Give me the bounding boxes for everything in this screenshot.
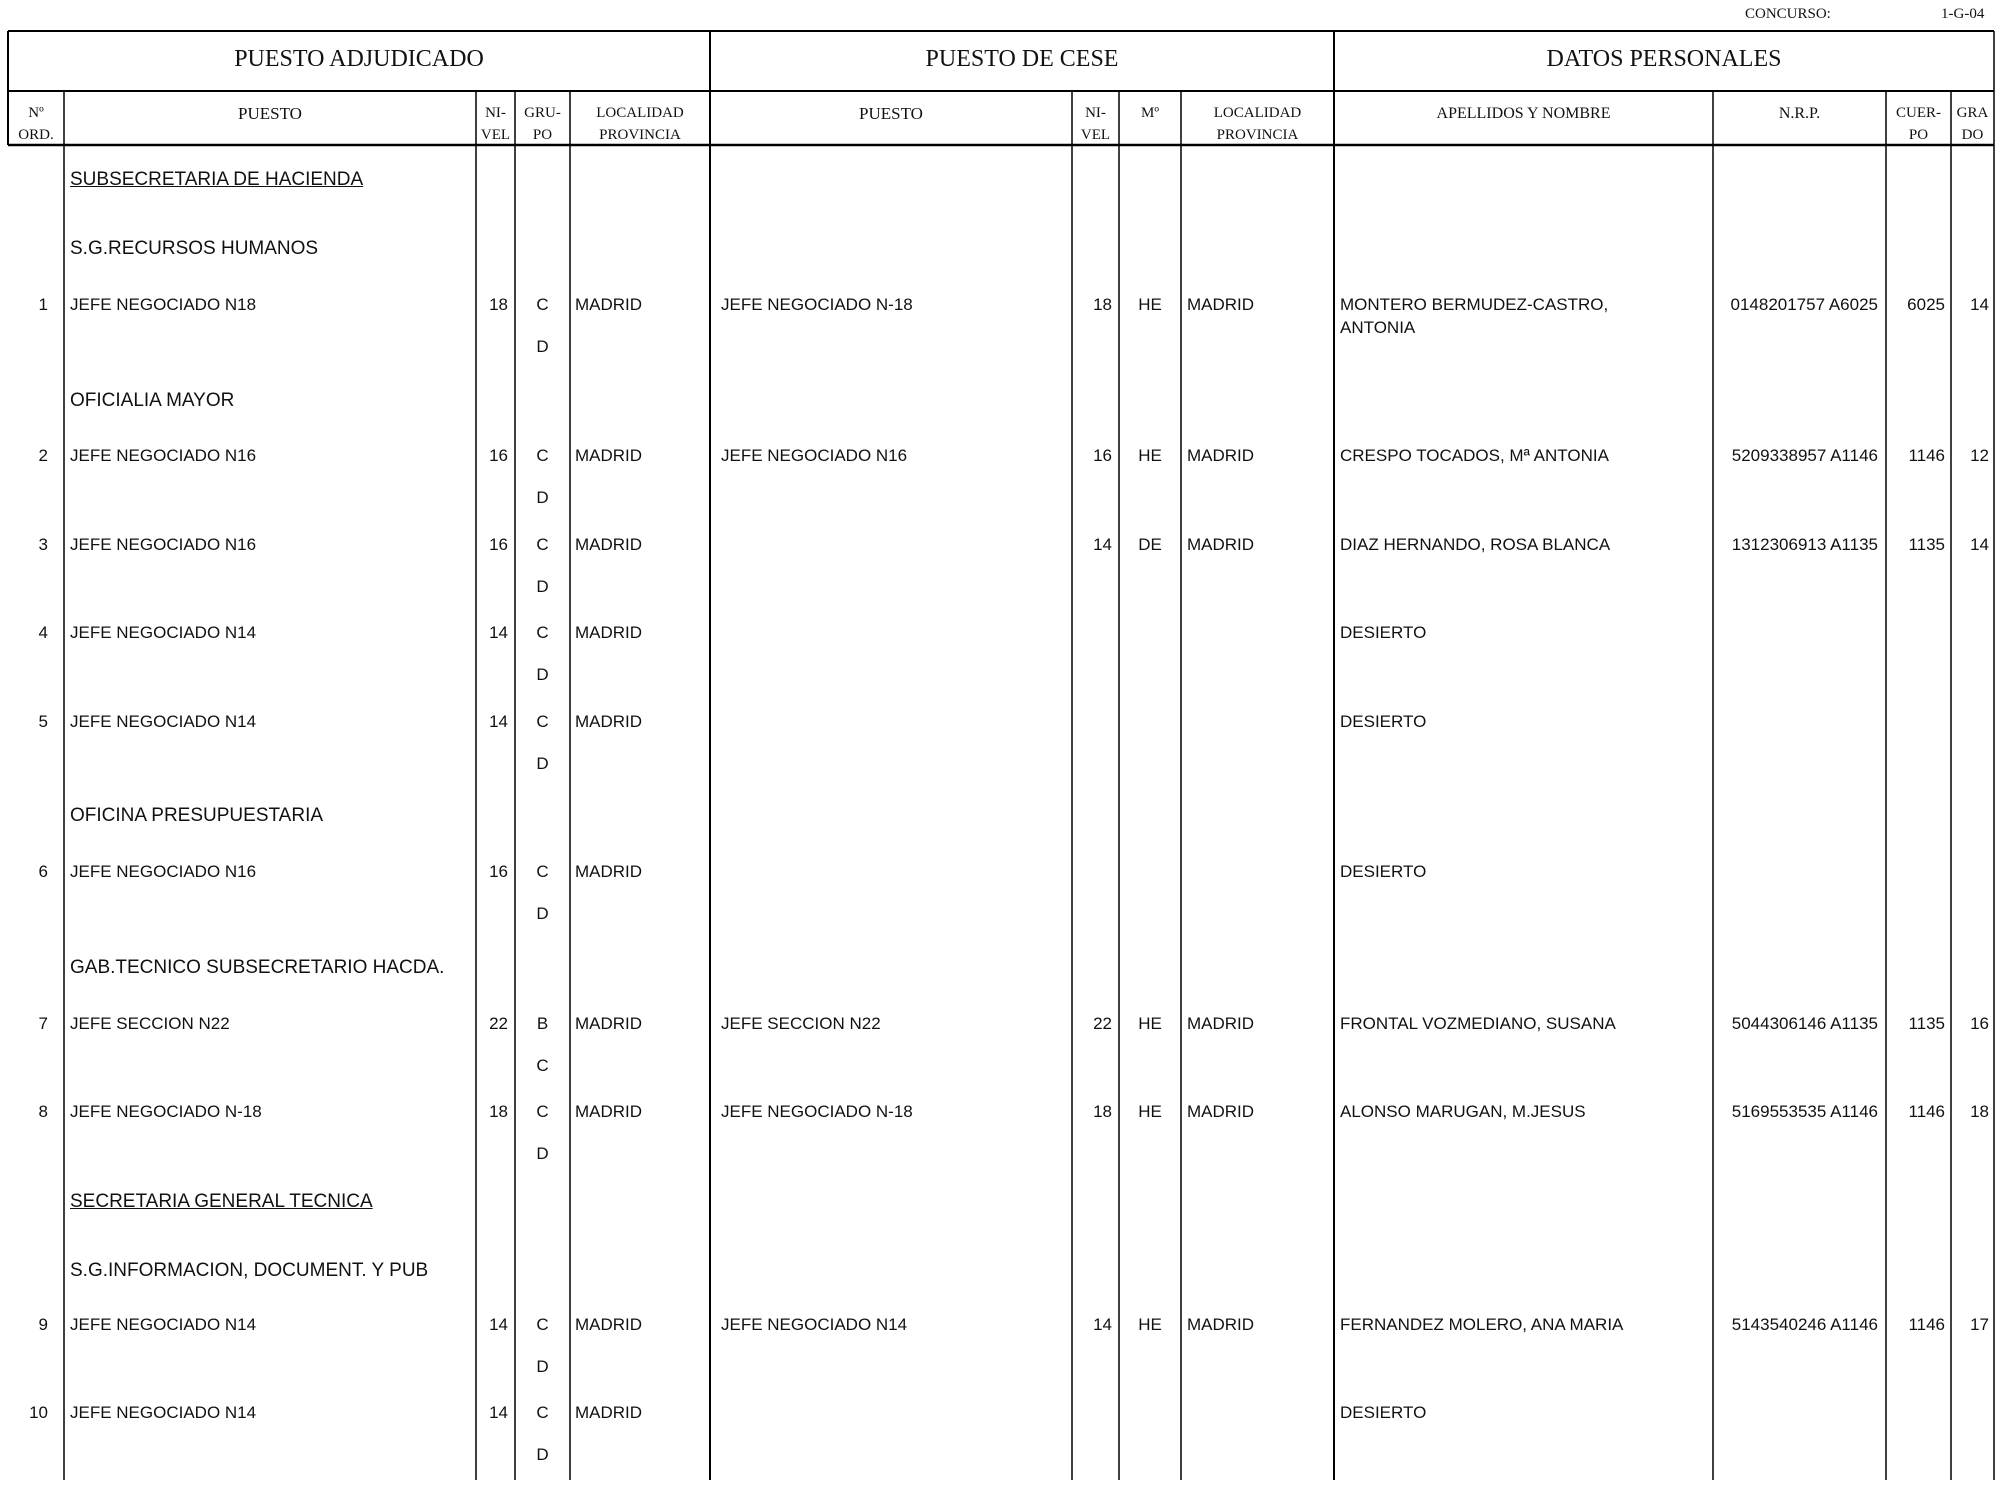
cell-nombre-cont: ANTONIA [1340, 318, 1416, 337]
cell-nrp: 5143540246 A1146 [1731, 1315, 1878, 1334]
cell-cuerpo: 1146 [1908, 1102, 1945, 1121]
cell-localidad: MADRID [575, 1014, 643, 1033]
col-header-cese-nivel: NI- VEL [1080, 105, 1111, 143]
section-label: OFICINA PRESUPUESTARIA [70, 805, 324, 826]
cell-puesto: JEFE NEGOCIADO N14 [70, 712, 257, 731]
cell-nivel: 22 [489, 1014, 508, 1033]
cell-grupo-alt: D [536, 1357, 549, 1376]
cell-grupo: C [536, 1403, 549, 1422]
cell-localidad: MADRID [575, 1403, 643, 1422]
cell-ord: 7 [38, 1014, 48, 1033]
cell-grupo: C [536, 535, 549, 554]
cell-cese-puesto: JEFE NEGOCIADO N-18 [721, 1102, 913, 1121]
cell-cese-puesto: JEFE SECCION N22 [721, 1014, 881, 1033]
cell-puesto: JEFE SECCION N22 [70, 1014, 230, 1033]
cell-grupo-alt: D [536, 665, 549, 684]
cell-cese-nivel: 18 [1093, 1102, 1112, 1121]
cell-nivel: 16 [489, 862, 508, 881]
cell-nrp: 0148201757 A6025 [1730, 295, 1878, 314]
cell-cese-localidad: MADRID [1187, 1102, 1255, 1121]
col-header-ministerio: Mº [1141, 105, 1159, 121]
cell-cese-nivel: 14 [1093, 1315, 1112, 1334]
cell-nombre: DESIERTO [1340, 862, 1427, 881]
cell-grupo-alt: D [536, 488, 549, 507]
cell-cese-puesto: JEFE NEGOCIADO N16 [721, 446, 908, 465]
cell-ord: 5 [38, 712, 48, 731]
cell-nombre: MONTERO BERMUDEZ-CASTRO, [1340, 295, 1609, 314]
col-header-ord: Nº ORD. [18, 105, 54, 143]
cell-ord: 9 [38, 1315, 48, 1334]
cell-grupo: C [536, 712, 549, 731]
cell-nrp: 5044306146 A1135 [1731, 1014, 1878, 1033]
cell-localidad: MADRID [575, 535, 643, 554]
cell-cuerpo: 1135 [1908, 1014, 1945, 1033]
cell-cese-localidad: MADRID [1187, 1014, 1255, 1033]
group-header-datos-personales: DATOS PERSONALES [1546, 46, 1782, 72]
cell-grupo: C [536, 1315, 549, 1334]
cell-localidad: MADRID [575, 446, 643, 465]
cell-grupo-alt: D [536, 1144, 549, 1163]
cell-grupo: C [536, 446, 549, 465]
col-header-nrp: N.R.P. [1778, 105, 1821, 122]
cell-puesto: JEFE NEGOCIADO N14 [70, 1403, 257, 1422]
col-header-localidad: LOCALIDAD PROVINCIA [596, 105, 684, 143]
cell-ministerio: DE [1138, 535, 1162, 554]
col-header-nivel: NI- VEL [480, 105, 511, 143]
cell-grupo: C [536, 295, 549, 314]
col-header-grupo: GRU- PO [524, 105, 561, 143]
cell-grupo: B [536, 1014, 549, 1033]
col-header-puesto: PUESTO [238, 104, 302, 123]
cell-grupo-alt: D [536, 904, 549, 923]
concurso-label: CONCURSO: [1745, 6, 1831, 22]
cell-ord: 1 [38, 295, 48, 314]
cell-cuerpo: 1135 [1908, 535, 1945, 554]
cell-nivel: 18 [489, 295, 508, 314]
group-header-puesto-cese: PUESTO DE CESE [925, 46, 1119, 72]
cell-nrp: 1312306913 A1135 [1731, 535, 1878, 554]
cell-localidad: MADRID [575, 623, 643, 642]
cell-cese-localidad: MADRID [1187, 295, 1255, 314]
col-header-cuerpo: CUER- PO [1896, 105, 1941, 143]
cell-localidad: MADRID [575, 1102, 643, 1121]
cell-grado: 14 [1970, 535, 1989, 554]
cell-nivel: 14 [489, 1315, 508, 1334]
cell-grado: 18 [1970, 1102, 1989, 1121]
cell-puesto: JEFE NEGOCIADO N18 [70, 295, 257, 314]
cell-grupo-alt: D [536, 577, 549, 596]
cell-grupo: C [536, 862, 549, 881]
cell-nrp: 5169553535 A1146 [1731, 1102, 1878, 1121]
cell-ord: 10 [29, 1403, 48, 1422]
section-label: S.G.RECURSOS HUMANOS [70, 238, 319, 259]
cell-nombre: FRONTAL VOZMEDIANO, SUSANA [1340, 1014, 1616, 1033]
cell-grupo-alt: D [536, 754, 549, 773]
cell-puesto: JEFE NEGOCIADO N14 [70, 1315, 257, 1334]
cell-nivel: 16 [489, 446, 508, 465]
cell-grupo-alt: D [536, 1445, 549, 1464]
cell-grado: 16 [1970, 1014, 1989, 1033]
cell-nombre: CRESPO TOCADOS, Mª ANTONIA [1340, 446, 1609, 465]
cell-cese-puesto: JEFE NEGOCIADO N14 [721, 1315, 908, 1334]
cell-nombre: DESIERTO [1340, 712, 1427, 731]
cell-puesto: JEFE NEGOCIADO N16 [70, 535, 257, 554]
col-header-cese-puesto: PUESTO [859, 104, 923, 123]
section-label: SUBSECRETARIA DE HACIENDA [70, 169, 364, 190]
cell-nombre: FERNANDEZ MOLERO, ANA MARIA [1340, 1315, 1624, 1334]
cell-ministerio: HE [1138, 1014, 1162, 1033]
cell-nombre: ALONSO MARUGAN, M.JESUS [1340, 1102, 1586, 1121]
col-header-grado: GRA DO [1956, 105, 1989, 143]
cell-ministerio: HE [1138, 446, 1162, 465]
cell-cese-localidad: MADRID [1187, 535, 1255, 554]
section-label: OFICIALIA MAYOR [70, 390, 235, 411]
cell-grupo: C [536, 1102, 549, 1121]
cell-nombre: DESIERTO [1340, 623, 1427, 642]
cell-cuerpo: 1146 [1908, 1315, 1945, 1334]
col-header-nombre: APELLIDOS Y NOMBRE [1436, 105, 1611, 122]
cell-cese-localidad: MADRID [1187, 1315, 1255, 1334]
cell-grupo-alt: C [536, 1056, 549, 1075]
cell-nrp: 5209338957 A1146 [1731, 446, 1878, 465]
cell-cuerpo: 6025 [1907, 295, 1945, 314]
concurso-code: 1-G-04 [1941, 6, 1985, 22]
cell-cese-nivel: 16 [1093, 446, 1112, 465]
cell-cese-nivel: 22 [1093, 1014, 1112, 1033]
cell-nombre: DESIERTO [1340, 1403, 1427, 1422]
cell-cese-nivel: 14 [1093, 535, 1112, 554]
section-label: SECRETARIA GENERAL TECNICA [70, 1191, 373, 1212]
cell-grado: 17 [1970, 1315, 1989, 1334]
cell-nivel: 18 [489, 1102, 508, 1121]
cell-ministerio: HE [1138, 295, 1162, 314]
group-header-puesto-adjudicado: PUESTO ADJUDICADO [234, 46, 484, 72]
cell-localidad: MADRID [575, 295, 643, 314]
cell-cese-puesto: JEFE NEGOCIADO N-18 [721, 295, 913, 314]
col-header-cese-localidad: LOCALIDAD PROVINCIA [1213, 105, 1302, 143]
cell-grupo-alt: D [536, 337, 549, 356]
cell-ord: 3 [38, 535, 48, 554]
section-label: GAB.TECNICO SUBSECRETARIO HACDA. [70, 957, 445, 978]
cell-ord: 6 [38, 862, 48, 881]
cell-ministerio: HE [1138, 1315, 1162, 1334]
cell-cese-localidad: MADRID [1187, 446, 1255, 465]
cell-nivel: 14 [489, 1403, 508, 1422]
cell-grupo: C [536, 623, 549, 642]
cell-ministerio: HE [1138, 1102, 1162, 1121]
cell-puesto: JEFE NEGOCIADO N16 [70, 446, 257, 465]
cell-cese-nivel: 18 [1093, 295, 1112, 314]
cell-ord: 2 [38, 446, 48, 465]
cell-cuerpo: 1146 [1908, 446, 1945, 465]
cell-ord: 4 [38, 623, 48, 642]
cell-puesto: JEFE NEGOCIADO N16 [70, 862, 257, 881]
cell-nombre: DIAZ HERNANDO, ROSA BLANCA [1340, 535, 1611, 554]
cell-localidad: MADRID [575, 712, 643, 731]
cell-grado: 14 [1970, 295, 1989, 314]
cell-puesto: JEFE NEGOCIADO N14 [70, 623, 257, 642]
cell-ord: 8 [38, 1102, 48, 1121]
cell-nivel: 14 [489, 712, 508, 731]
cell-grado: 12 [1970, 446, 1989, 465]
cell-localidad: MADRID [575, 1315, 643, 1334]
section-label: S.G.INFORMACION, DOCUMENT. Y PUB [70, 1260, 429, 1281]
cell-nivel: 16 [489, 535, 508, 554]
cell-puesto: JEFE NEGOCIADO N-18 [70, 1102, 262, 1121]
cell-nivel: 14 [489, 623, 508, 642]
cell-localidad: MADRID [575, 862, 643, 881]
